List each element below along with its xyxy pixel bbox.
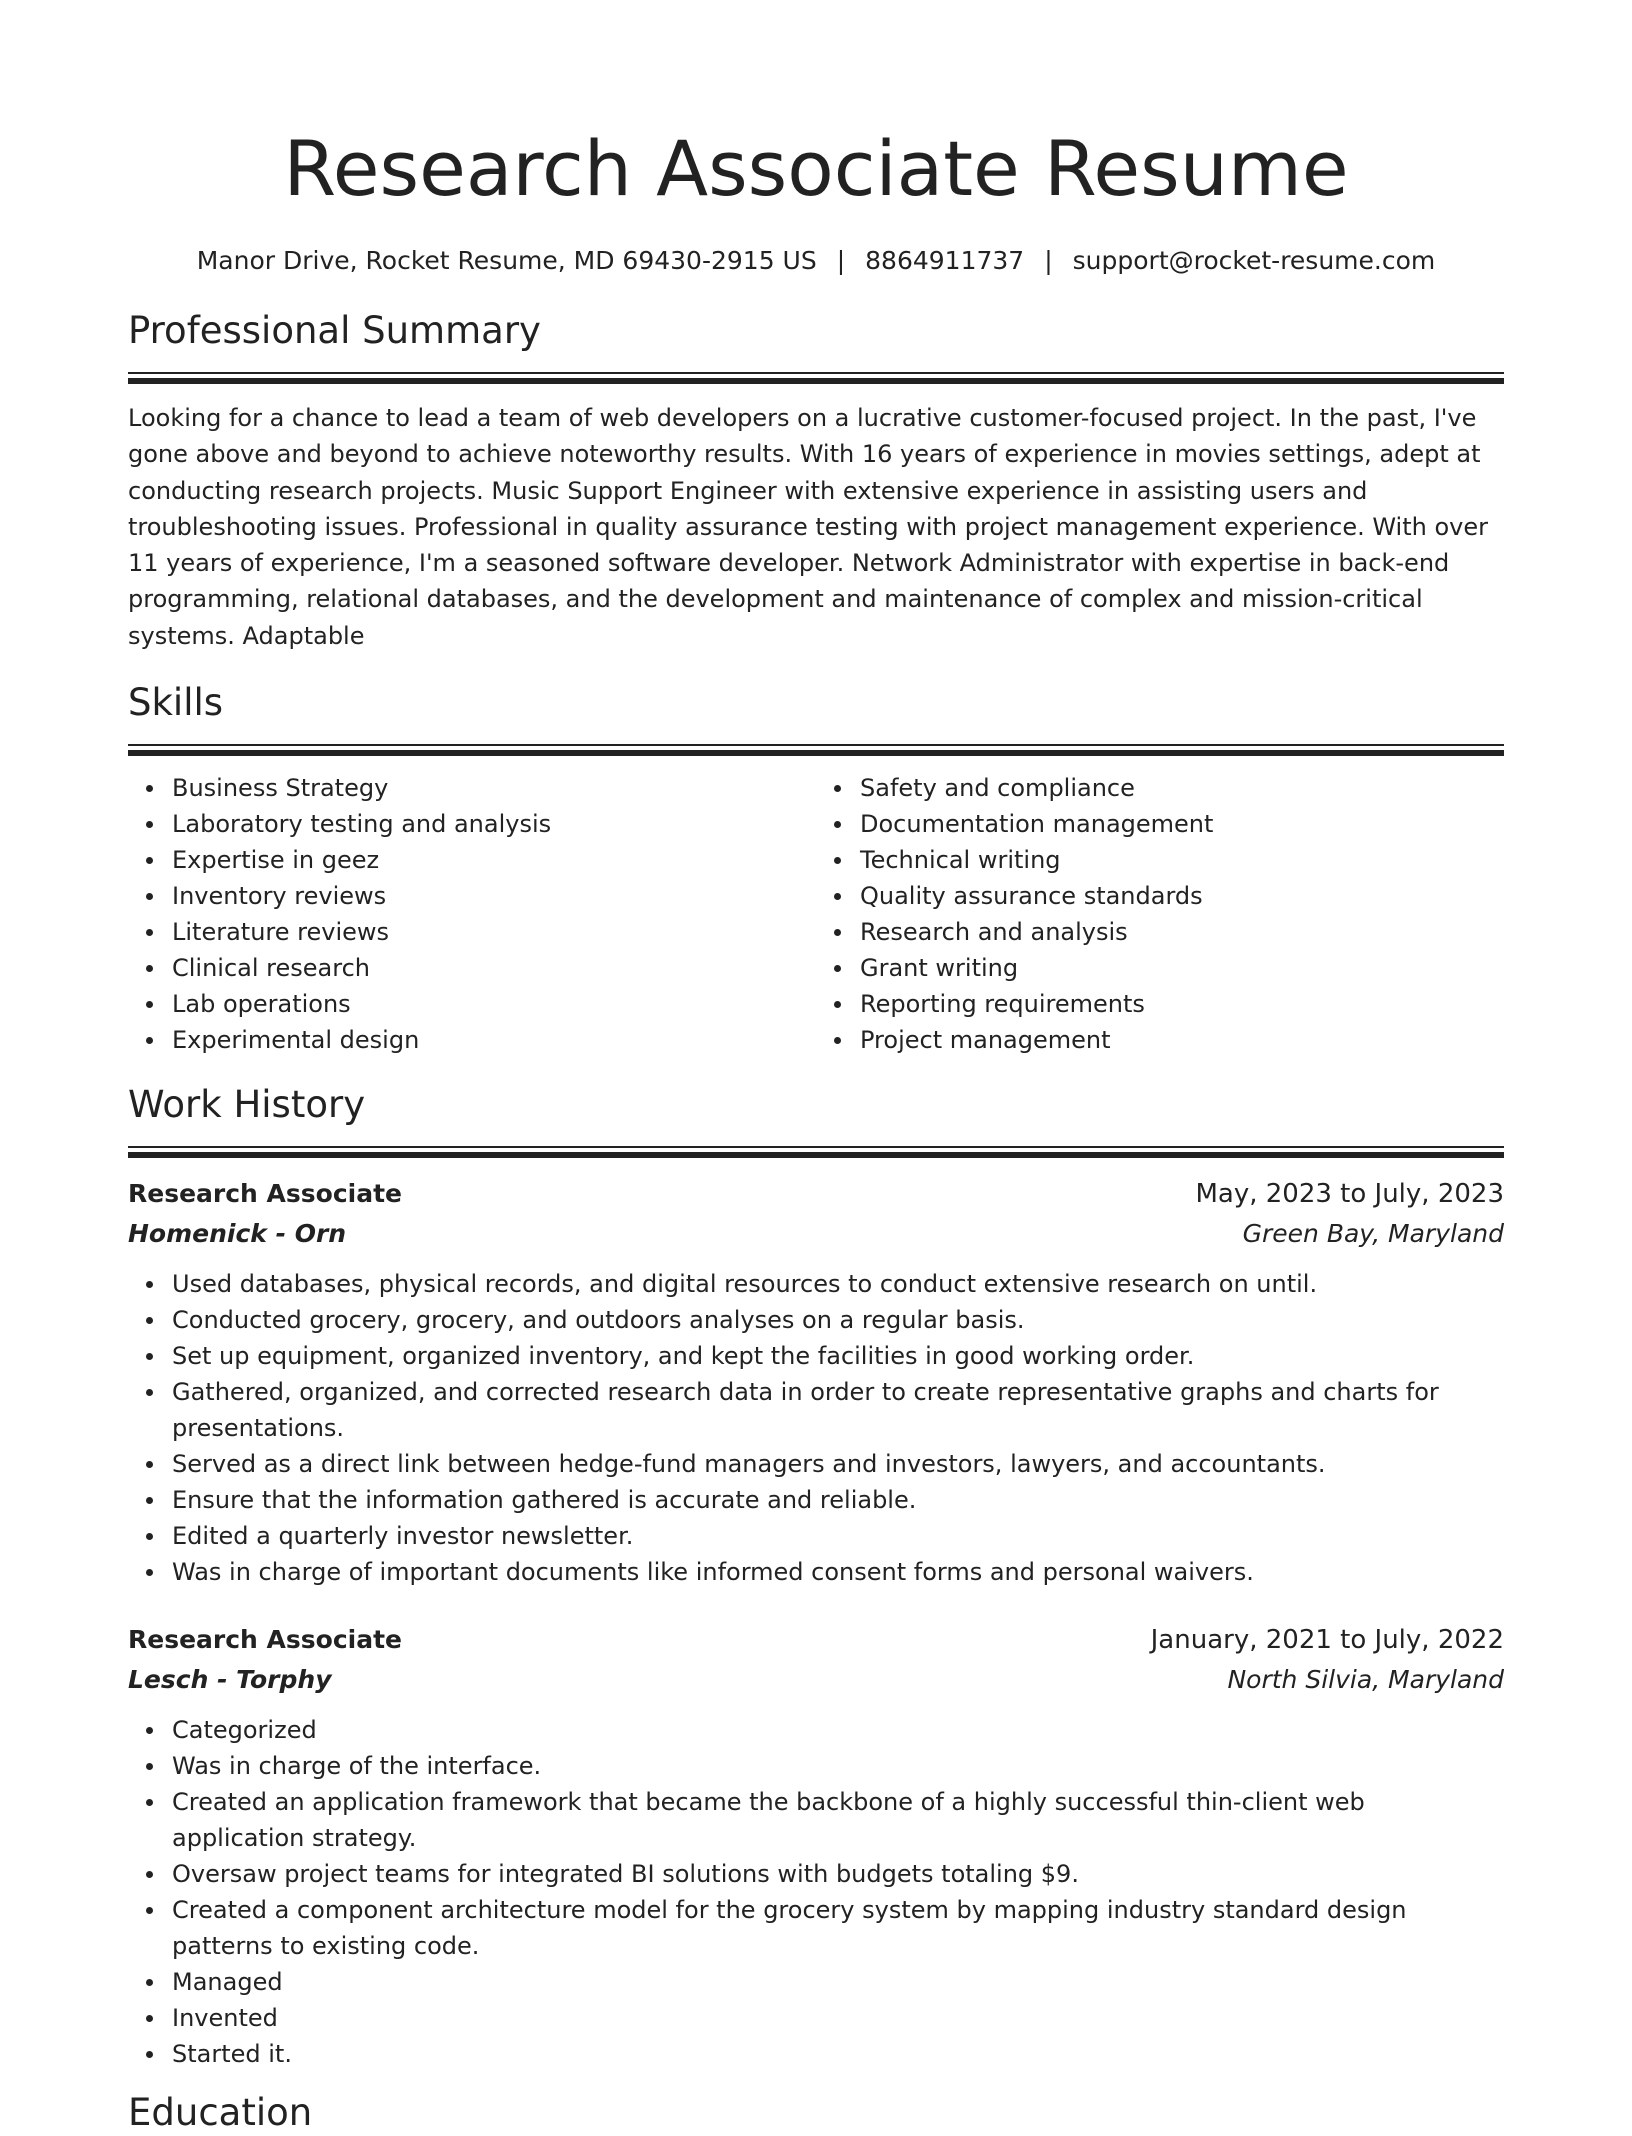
education-section	[128, 2090, 1504, 2136]
summary-section	[128, 308, 1504, 654]
job-duties	[128, 1266, 1504, 1590]
duty-item: Invented	[172, 2000, 1504, 2036]
contact-separator: |	[836, 246, 846, 275]
resume-page	[128, 0, 1504, 2136]
skill-item: Inventory reviews	[172, 878, 816, 914]
skills-list-left	[128, 770, 816, 1058]
job-location: North Silvia, Maryland	[1227, 1665, 1504, 1695]
job-header	[128, 1620, 1504, 1660]
job-entry	[128, 1620, 1504, 2072]
contact-email: support@rocket-resume.com	[1072, 246, 1436, 275]
work-heading: Work History	[128, 1083, 366, 1127]
contact-phone: 8864911737	[865, 246, 1025, 275]
contact-address: Manor Drive, Rocket Resume, MD 69430-2915 US	[196, 246, 817, 275]
skill-item: Project management	[860, 1022, 1504, 1058]
duty-item: Categorized	[172, 1712, 1504, 1748]
job-title: Research Associate	[128, 1625, 403, 1655]
duty-item: Managed	[172, 1964, 1504, 2000]
skill-item: Experimental design	[172, 1022, 816, 1058]
duty-item: Was in charge of the interface.	[172, 1748, 1504, 1784]
skill-item: Clinical research	[172, 950, 816, 986]
summary-text: Looking for a chance to lead a team of web developers on a lucrative customer-focused project. In the past, I've gone above and beyond to achieve noteworthy results. With 16 years of experience in movies settings, adept at conducting research projects. Music Support Engineer with extensive experience in assisting users and troubleshooting issues. Professional in quality assurance testing with project management experience. With over 11 years of experience, I'm a seasoned software developer. Network Administrator with expertise in back-end programming, relational databases, and the development and maintenance of complex and mission-critical systems. Adaptable	[128, 404, 1488, 650]
duty-item: Conducted grocery, grocery, and outdoors analyses on a regular basis.	[172, 1302, 1504, 1338]
duty-item: Created an application framework that became the backbone of a highly successful thin-client web application strategy.	[172, 1784, 1504, 1856]
job-company: Lesch - Torphy	[128, 1665, 332, 1695]
section-divider	[128, 744, 1504, 756]
skill-item: Safety and compliance	[860, 770, 1504, 806]
job-header	[128, 1174, 1504, 1214]
duty-item: Was in charge of important documents like informed consent forms and personal waivers.	[172, 1554, 1504, 1590]
job-subheader	[128, 1214, 1504, 1254]
duty-item: Set up equipment, organized inventory, and kept the facilities in good working order.	[172, 1338, 1504, 1374]
skill-item: Literature reviews	[172, 914, 816, 950]
section-divider	[128, 1146, 1504, 1158]
skill-item: Lab operations	[172, 986, 816, 1022]
education-heading: Education	[128, 2091, 313, 2135]
job-location: Green Bay, Maryland	[1242, 1219, 1504, 1249]
skill-item: Business Strategy	[172, 770, 816, 806]
job-subheader	[128, 1660, 1504, 1700]
duty-item: Gathered, organized, and corrected research data in order to create representative graphs and charts for presentations.	[172, 1374, 1504, 1446]
page-title: Research Associate Resume	[283, 124, 1349, 213]
job-duties	[128, 1712, 1504, 2072]
section-divider	[128, 372, 1504, 384]
skill-item: Documentation management	[860, 806, 1504, 842]
skill-item: Laboratory testing and analysis	[172, 806, 816, 842]
skill-item: Reporting requirements	[860, 986, 1504, 1022]
job-dates: May, 2023 to July, 2023	[1195, 1179, 1504, 1210]
duty-item: Edited a quarterly investor newsletter.	[172, 1518, 1504, 1554]
skills-section	[128, 680, 1504, 1058]
skills-list-right	[816, 770, 1504, 1058]
summary-heading: Professional Summary	[128, 309, 541, 352]
job-title: Research Associate	[128, 1179, 403, 1209]
skill-item: Quality assurance standards	[860, 878, 1504, 914]
job-dates: January, 2021 to July, 2022	[1150, 1625, 1504, 1656]
skill-item: Research and analysis	[860, 914, 1504, 950]
duty-item: Served as a direct link between hedge-fund managers and investors, lawyers, and accountants.	[172, 1446, 1504, 1482]
contact-info	[128, 244, 1504, 278]
job-entry	[128, 1174, 1504, 1590]
skill-item: Grant writing	[860, 950, 1504, 986]
duty-item: Started it.	[172, 2036, 1504, 2072]
skills-grid	[128, 770, 1504, 1058]
skill-item: Expertise in geez	[172, 842, 816, 878]
skill-item: Technical writing	[860, 842, 1504, 878]
work-section	[128, 1082, 1504, 2072]
duty-item: Used databases, physical records, and digital resources to conduct extensive research on until.	[172, 1266, 1504, 1302]
duty-item: Created a component architecture model for the grocery system by mapping industry standard design patterns to existing code.	[172, 1892, 1504, 1964]
skills-heading: Skills	[128, 681, 224, 725]
job-company: Homenick - Orn	[128, 1219, 347, 1249]
contact-separator: |	[1044, 246, 1053, 275]
duty-item: Oversaw project teams for integrated BI solutions with budgets totaling $9.	[172, 1856, 1504, 1892]
duty-item: Ensure that the information gathered is accurate and reliable.	[172, 1482, 1504, 1518]
